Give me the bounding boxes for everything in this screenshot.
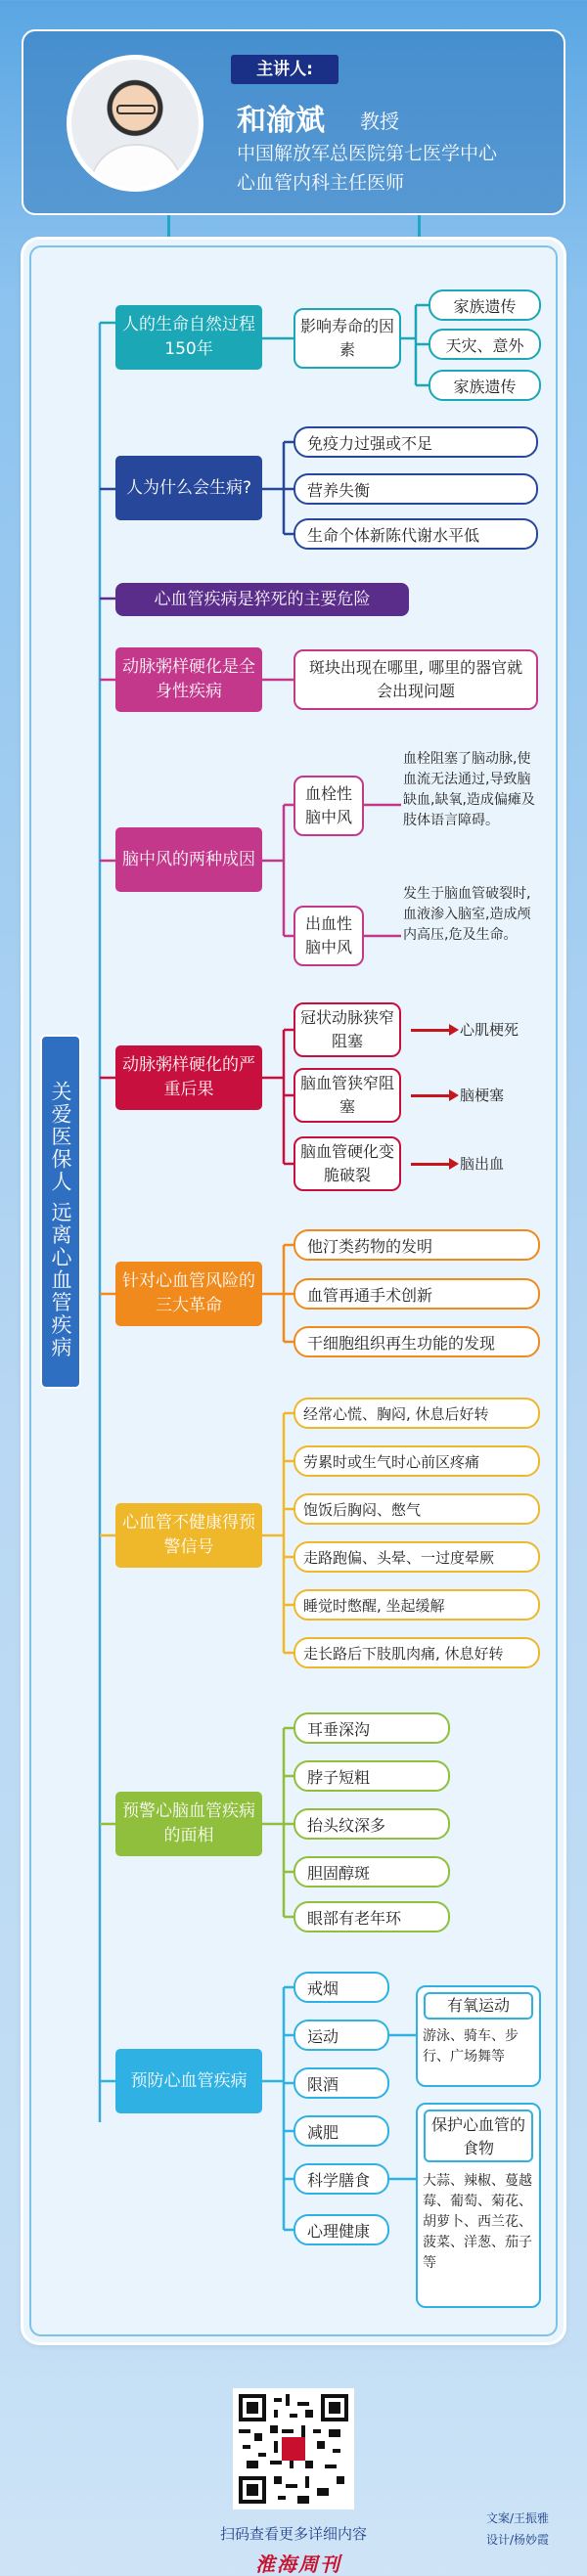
speaker-title: 教授 bbox=[360, 110, 399, 133]
prevention-item: 减肥 bbox=[294, 2115, 389, 2147]
section-4-label: 动脉粥样硬化是全身性疾病 bbox=[115, 647, 262, 712]
prevention-item: 运动 bbox=[294, 2020, 389, 2051]
exercise-desc: 游泳、骑车、步行、广场舞等 bbox=[423, 2028, 519, 2065]
section-7-item: 干细胞组织再生功能的发现 bbox=[294, 1326, 540, 1357]
section-2-item: 生命个体新陈代谢水平低 bbox=[294, 518, 538, 550]
consequence-arrow bbox=[411, 1029, 450, 1032]
face-sign: 抬头纹深多 bbox=[294, 1808, 450, 1840]
section-3-label: 心血管疾病是猝死的主要危险 bbox=[115, 583, 409, 616]
warning-sign: 睡觉时憋醒, 坐起缓解 bbox=[294, 1589, 540, 1621]
section-6-label: 动脉粥样硬化的严重后果 bbox=[115, 1045, 262, 1110]
section-7-item: 血管再通手术创新 bbox=[294, 1278, 540, 1310]
speaker-badge: 主讲人: bbox=[231, 55, 339, 84]
consequence-cause: 脑血管狭窄阻塞 bbox=[294, 1068, 401, 1123]
consequence-cause: 脑血管硬化变脆破裂 bbox=[294, 1136, 401, 1191]
section-2-label: 人为什么会生病? bbox=[115, 456, 262, 520]
section-1-label: 人的生命自然过程150年 bbox=[115, 305, 262, 370]
section-8-label: 心血管不健康得预警信号 bbox=[115, 1503, 262, 1568]
qr-pattern bbox=[239, 2394, 348, 2504]
consequence-result: 心肌梗死 bbox=[460, 1021, 519, 1039]
section-10-label: 预防心血管疾病 bbox=[115, 2049, 262, 2113]
section-1-item: 天灾、意外 bbox=[429, 329, 541, 360]
prevention-item: 心理健康 bbox=[294, 2214, 389, 2245]
section-1-item: 家族遗传 bbox=[429, 289, 541, 321]
speaker-name: 和渝斌 bbox=[237, 104, 325, 138]
face-sign: 眼部有老年环 bbox=[294, 1901, 450, 1932]
consequence-result: 脑出血 bbox=[460, 1155, 505, 1173]
consequence-result: 脑梗塞 bbox=[460, 1087, 505, 1104]
warning-sign: 走路跑偏、头晕、一过度晕厥 bbox=[294, 1541, 540, 1573]
brand-logo: 淮海周刊 bbox=[255, 2553, 341, 2576]
stroke-type-desc: 发生于脑血管破裂时,血液渗入脑室,造成颅内高压,危及生命。 bbox=[403, 886, 531, 943]
section-7-label: 针对心血管风险的三大革命 bbox=[115, 1262, 262, 1326]
warning-sign: 经常心慌、胸闷, 休息后好转 bbox=[294, 1398, 540, 1429]
consequence-arrow bbox=[411, 1094, 450, 1097]
qr-caption: 扫码查看更多详细内容 bbox=[219, 2525, 367, 2543]
credit-copywriter: 文案/王振雅 bbox=[486, 2511, 550, 2525]
speaker-position: 心血管内科主任医师 bbox=[237, 172, 405, 194]
warning-sign: 饱饭后胸闷、憋气 bbox=[294, 1493, 540, 1525]
food-desc: 大蒜、辣椒、蔓越莓、葡萄、菊花、胡萝卜、西兰花、菠菜、洋葱、茄子等 bbox=[423, 2173, 532, 2271]
credit-designer: 设计/杨妙霞 bbox=[486, 2533, 550, 2547]
prevention-item: 科学膳食 bbox=[294, 2163, 389, 2195]
stroke-type-desc: 血栓阻塞了脑动脉,使血流无法通过,导致脑缺血,缺氧,造成偏瘫及 肢体语言障碍。 bbox=[403, 751, 535, 828]
warning-sign: 劳累时或生气时心前区疼痛 bbox=[294, 1445, 540, 1477]
prevention-item: 限酒 bbox=[294, 2067, 389, 2099]
stroke-type-name: 出血性脑中风 bbox=[294, 906, 364, 966]
speaker-affiliation: 中国解放军总医院第七医学中心 bbox=[237, 143, 498, 164]
face-sign: 胆固醇斑 bbox=[294, 1856, 450, 1888]
face-sign: 脖子短粗 bbox=[294, 1760, 450, 1792]
face-sign: 耳垂深沟 bbox=[294, 1712, 450, 1744]
section-5-label: 脑中风的两种成因 bbox=[115, 827, 262, 892]
section-1-item: 家族遗传 bbox=[429, 370, 541, 401]
warning-sign: 走长路后下肢肌肉痛, 休息好转 bbox=[294, 1637, 540, 1668]
consequence-cause: 冠状动脉狭窄阻塞 bbox=[294, 1002, 401, 1057]
side-title: 关爱医保人 远离心血管疾病 bbox=[40, 1035, 81, 1389]
prevention-item: 戒烟 bbox=[294, 1972, 389, 2003]
stroke-type-name: 血栓性脑中风 bbox=[294, 776, 364, 836]
qr-code[interactable] bbox=[233, 2388, 354, 2509]
section-1-factor: 影响寿命的因素 bbox=[294, 308, 401, 369]
consequence-arrow bbox=[411, 1163, 450, 1166]
food-title: 保护心血管的食物 bbox=[424, 2110, 533, 2162]
section-2-item: 营养失衡 bbox=[294, 473, 538, 505]
exercise-title: 有氧运动 bbox=[424, 1992, 533, 2020]
section-7-item: 他汀类药物的发明 bbox=[294, 1229, 540, 1261]
section-9-label: 预警心脑血管疾病的面相 bbox=[115, 1792, 262, 1856]
section-4-item: 斑块出现在哪里, 哪里的器官就会出现问题 bbox=[294, 649, 538, 710]
section-2-item: 免疫力过强或不足 bbox=[294, 426, 538, 458]
